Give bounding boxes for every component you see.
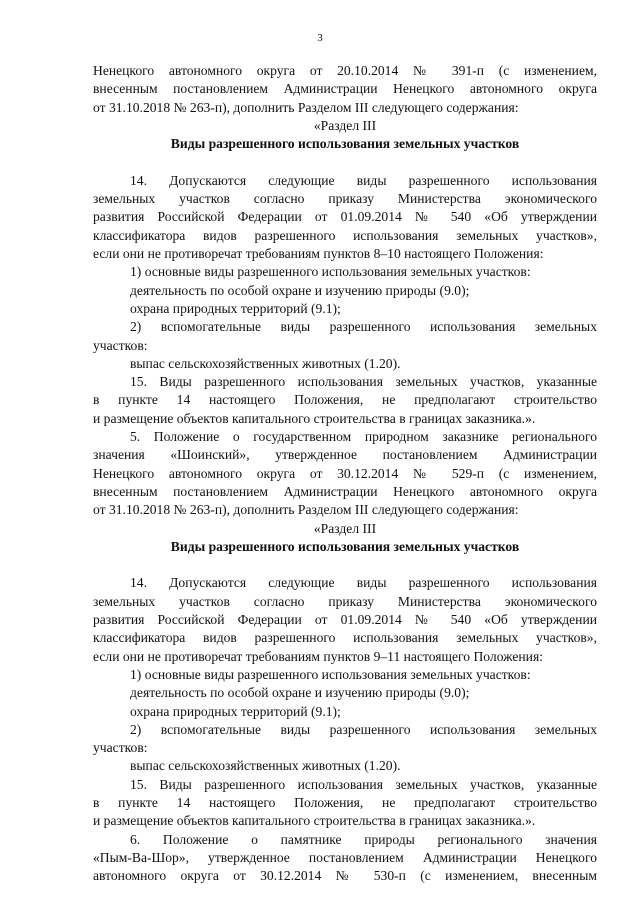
text-line: классификатора видов разрешенного использования земельных участков», xyxy=(93,630,597,646)
text-line: участков: xyxy=(93,337,148,353)
text-line: земельных участков согласно приказу Министерства экономического xyxy=(93,593,597,609)
text-line: Ненецкого автономного округа от 30.12.2014 № 529-п (с изменением, xyxy=(93,465,597,481)
page-number: 3 xyxy=(317,32,323,44)
text-line: «Пым-Ва-Шор», утвержденное постановлением Администрации Ненецкого xyxy=(93,849,597,865)
text-line: охрана природных территорий (9.1); xyxy=(130,703,341,719)
text-line: участков: xyxy=(93,740,148,756)
text-line: если они не противоречат требованиям пунктов 9–11 настоящего Положения: xyxy=(93,648,543,664)
section-heading: Виды разрешенного использования земельных участков xyxy=(170,538,520,554)
text-line: деятельность по особой охране и изучению природы (9.0); xyxy=(130,685,470,701)
text-line: в пункте 14 настоящего Положения, не предполагают строительство xyxy=(93,795,597,810)
text-line: если они не противоречат требованиям пунктов 8–10 настоящего Положения: xyxy=(93,246,544,261)
text-line: 14. Допускаются следующие виды разрешенного использования xyxy=(130,575,597,591)
text-line: 15. Виды разрешенного использования земельных участков, указанные xyxy=(130,374,597,390)
section-label: «Раздел III xyxy=(313,520,377,536)
text-line: 1) основные виды разрешенного использования земельных участков: xyxy=(130,264,531,280)
text-line: выпас сельскохозяйственных животных (1.20). xyxy=(130,355,401,371)
text-line: значения «Шоинский», утвержденное постановлением Администрации xyxy=(93,447,597,463)
section-label: «Раздел III xyxy=(313,117,377,133)
text-line: 2) вспомогательные виды разрешенного использования земельных xyxy=(130,319,597,335)
text-line: и размещение объектов капитального строительства в границах заказника.». xyxy=(93,410,536,426)
text-line: 5. Положение о государственном природном заказнике регионального xyxy=(130,429,597,444)
text-line: 14. Допускаются следующие виды разрешенного использования xyxy=(130,172,597,188)
text-line: охрана природных территорий (9.1); xyxy=(130,300,341,316)
text-line: от 31.10.2018 № 263-п), дополнить Разделом III следующего содержания: xyxy=(93,502,519,518)
text-line: 1) основные виды разрешенного использования земельных участков: xyxy=(130,666,531,682)
text-line: 2) вспомогательные виды разрешенного использования земельных xyxy=(130,721,597,737)
text-line: автономного округа от 30.12.2014 № 530-п (с изменением, внесенным xyxy=(93,868,597,884)
text-line: деятельность по особой охране и изучению природы (9.0); xyxy=(130,282,470,298)
text-line: классификатора видов разрешенного использования земельных участков», xyxy=(93,227,597,243)
text-line: 15. Виды разрешенного использования земельных участков, указанные xyxy=(130,776,597,792)
text-line: от 31.10.2018 № 263-п), дополнить Разделом III следующего содержания: xyxy=(93,99,519,115)
text-line: развития Российской Федерации от 01.09.2014 № 540 «Об утверждении xyxy=(93,612,597,627)
text-line: внесенным постановлением Администрации Ненецкого автономного округа xyxy=(93,483,597,499)
text-line: Ненецкого автономного округа от 20.10.2014 № 391-п (с изменением, xyxy=(93,63,597,78)
text-line: выпас сельскохозяйственных животных (1.20). xyxy=(130,758,401,774)
text-line: 6. Положение о памятнике природы регионального значения xyxy=(130,831,597,847)
text-line: внесенным постановлением Администрации Ненецкого автономного округа xyxy=(93,81,597,97)
text-line: в пункте 14 настоящего Положения, не предполагают строительство xyxy=(93,392,597,408)
text-line: развития Российской Федерации от 01.09.2014 № 540 «Об утверждении xyxy=(93,209,597,225)
section-heading: Виды разрешенного использования земельных участков xyxy=(170,136,520,152)
text-line: земельных участков согласно приказу Министерства экономического xyxy=(93,191,597,207)
text-line: и размещение объектов капитального строительства в границах заказника.». xyxy=(93,813,536,829)
